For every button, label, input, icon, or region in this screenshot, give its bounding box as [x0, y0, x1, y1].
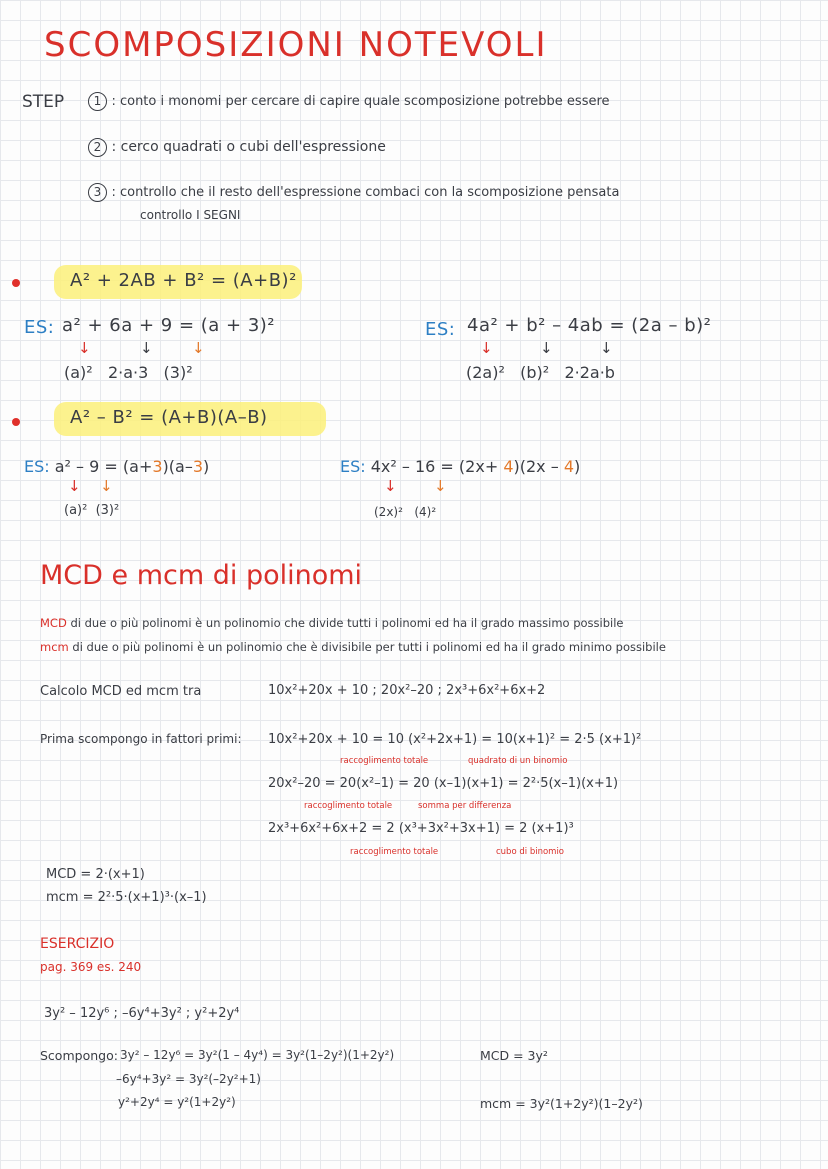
down-arrow-icon: ↓: [100, 477, 113, 495]
example-1-terms: (a)² 2·a·3 (3)²: [64, 363, 193, 382]
definition-mcm-text: di due o più polinomi è un polinomio che è divisibile per tutti i polinomi ed ha il grado minimo possibile: [68, 640, 666, 654]
exercise-mcm-answer: mcm = 3y²(1+2y²)(1–2y²): [480, 1096, 643, 1111]
down-arrow-icon: ↓: [384, 477, 397, 495]
down-arrow-icon: ↓: [434, 477, 447, 495]
example-4-expr-b: 4: [503, 457, 514, 476]
example-4-expr-e: ): [574, 457, 581, 476]
example-4: [340, 458, 580, 476]
factorization-2-note-a: raccoglimento totale: [304, 801, 393, 811]
factorization-1-note-a: raccoglimento totale: [340, 756, 429, 766]
factorization-2: 20x²–20 = 20(x²–1) = 20 (x–1)(x+1) = 2²·5(x–1)(x+1): [268, 776, 619, 791]
down-arrow-icon: ↓: [480, 339, 493, 357]
mcd-result: MCD = 2·(x+1): [46, 867, 145, 882]
mcm-result: mcm = 2²·5·(x+1)³·(x–1): [46, 890, 207, 905]
down-arrow-icon: ↓: [140, 339, 153, 357]
step-label: STEP: [22, 92, 65, 112]
calc-polynomials: 10x²+20x + 10 ; 20x²–20 ; 2x³+6x²+6x+2: [268, 683, 546, 698]
factorization-1: 10x²+20x + 10 = 10 (x²+2x+1) = 10(x+1)² = 2·5 (x+1)²: [268, 732, 642, 747]
definition-mcd-term: MCD: [40, 616, 67, 630]
step-2-text: : cerco quadrati o cubi dell'espressione: [111, 139, 386, 155]
example-3-expr-b: 3: [152, 457, 163, 476]
factorization-3-note-a: raccoglimento totale: [350, 847, 439, 857]
step-3: [88, 183, 619, 202]
step-1-text: : conto i monomi per cercare di capire quale scomposizione potrebbe essere: [111, 94, 610, 109]
definition-mcd-text: di due o più polinomi è un polinomio che divide tutti i polinomi ed ha il grado massimo possibile: [66, 616, 624, 630]
calc-label: Calcolo MCD ed mcm tra: [40, 684, 202, 699]
factor-label: Prima scompongo in fattori primi:: [40, 732, 242, 746]
example-1-expression: a² + 6a + 9 = (a + 3)²: [62, 315, 276, 336]
exercise-reference: pag. 369 es. 240: [40, 960, 142, 974]
exercise-polynomials: 3y² – 12y⁶ ; –6y⁴+3y² ; y²+2y⁴: [44, 1006, 240, 1021]
step-1: [88, 92, 610, 111]
down-arrow-icon: ↓: [600, 339, 613, 357]
definition-mcm: [40, 641, 666, 654]
example-4-label: ES:: [340, 457, 366, 476]
down-arrow-icon: ↓: [78, 339, 91, 357]
exercise-mcd-answer: MCD = 3y²: [480, 1048, 548, 1063]
exercise-step-2: –6y⁴+3y² = 3y²(–2y²+1): [116, 1072, 261, 1086]
factorization-2-note-b: somma per differenza: [418, 801, 512, 811]
example-4-expr-a: 4x² – 16 = (2x+: [370, 457, 504, 476]
bullet-dot-icon: [12, 279, 20, 287]
factorization-3-note-b: cubo di binomio: [496, 847, 565, 857]
exercise-step-3: y²+2y⁴ = y²(1+2y²): [118, 1095, 236, 1109]
exercise-heading: ESERCIZIO: [40, 936, 115, 952]
example-3-label: ES:: [24, 457, 50, 476]
step-2: [88, 138, 386, 157]
example-3-expr-a: a² – 9 = (a+: [54, 457, 153, 476]
example-2-label: ES:: [425, 319, 456, 340]
example-1-label: ES:: [24, 317, 55, 338]
example-4-expr-d: 4: [563, 457, 574, 476]
example-4-terms: (2x)² (4)²: [374, 505, 437, 519]
down-arrow-icon: ↓: [192, 339, 205, 357]
formula-square-binomial: A² + 2AB + B² = (A+B)²: [70, 270, 297, 291]
exercise-step-1: 3y² – 12y⁶ = 3y²(1 – 4y⁴) = 3y²(1–2y²)(1+2y²): [120, 1048, 395, 1062]
step-3-note: controllo I SEGNI: [140, 208, 241, 222]
factorization-3: 2x³+6x²+6x+2 = 2 (x³+3x²+3x+1) = 2 (x+1)³: [268, 821, 574, 836]
step-2-number: 2: [88, 138, 107, 157]
definition-mcm-term: mcm: [40, 640, 69, 654]
example-3-terms: (a)² (3)²: [64, 503, 120, 518]
step-1-number: 1: [88, 92, 107, 111]
bullet-dot-icon: [12, 418, 20, 426]
factorization-1-note-b: quadrato di un binomio: [468, 756, 568, 766]
exercise-factor-label: Scompongo:: [40, 1048, 118, 1063]
example-3-expr-c: )(a–: [162, 457, 193, 476]
step-3-number: 3: [88, 183, 107, 202]
example-3: [24, 458, 209, 476]
example-4-expr-c: )(2x –: [513, 457, 564, 476]
down-arrow-icon: ↓: [540, 339, 553, 357]
step-3-text: : controllo che il resto dell'espressione combaci con la scomposizione pensata: [111, 185, 620, 200]
formula-difference-squares: A² – B² = (A+B)(A–B): [70, 407, 268, 428]
section-title-mcd-mcm: MCD e mcm di polinomi: [40, 560, 363, 591]
example-3-expr-e: ): [203, 457, 210, 476]
definition-mcd: [40, 617, 624, 630]
page-title: SCOMPOSIZIONI NOTEVOLI: [44, 25, 548, 65]
example-2-terms: (2a)² (b)² 2·2a·b: [466, 363, 615, 382]
down-arrow-icon: ↓: [68, 477, 81, 495]
example-3-expr-d: 3: [192, 457, 204, 476]
example-2-expression: 4a² + b² – 4ab = (2a – b)²: [467, 315, 712, 336]
